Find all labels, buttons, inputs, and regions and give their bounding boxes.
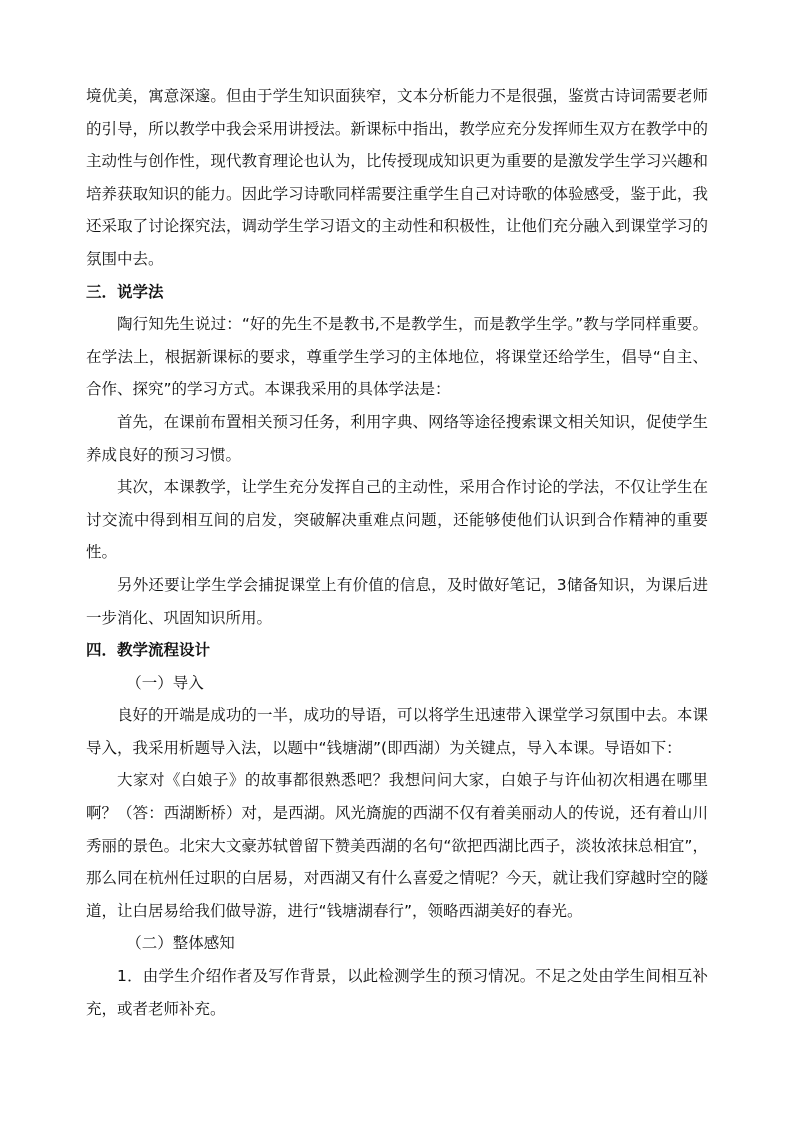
paragraph-tao-xingzhi-quote: 陶行知先生说过：“好的先生不是教书,不是教学生，而是教学生学。”教与学同样重要。在学法上，根据新课标的要求，尊重学生学习的主体地位，将课堂还给学生，倡导“自主、合作、探究”的学习方式。本课我采用的具体学法是： [86,315,708,399]
section-heading-teaching-process: 四．教学流程设计 [86,641,211,660]
list-item-1: 1．由学生介绍作者及写作背景，以此检测学生的预习情况。不足之处由学生间相互补充，或者老师补充。 [86,967,708,1018]
paragraph-second-method: 其次，本课教学，让学生充分发挥自己的主动性，采用合作讨论的学法，不仅让学生在讨交流中得到相互间的启发，突破解决重难点问题，还能够使他们认识到合作精神的重要性。 [86,478,708,562]
subheading-overall-perception: （二）整体感知 [126,934,235,953]
paragraph-teaching-method-continued: 境优美，寓意深邃。但由于学生知识面狭窄，文本分析能力不是很强，鉴赏古诗词需要老师的引导，所以教学中我会采用讲授法。新课标中指出，教学应充分发挥师生双方在教学中的主动性与创作性，现代教育理论也认为，比传授现成知识更为重要的是激发学生学习兴趣和培养获取知识的能力。因此学习诗歌同样需要注重学生自己对诗歌的体验感受，鉴于此，我还采取了讨论探究法，调动学生学习语文的主动性和积极性，让他们充分融入到课堂学习的氛围中去。 [86,87,708,268]
document-page [86,80,708,1025]
paragraph-introduction-method: 良好的开端是成功的一半，成功的导语，可以将学生迅速带入课堂学习氛围中去。本课导入，我采用析题导入法，以题中“钱塘湖”(即西湖）为关键点，导入本课。导语如下： [86,706,708,757]
paragraph-first-method: 首先，在课前布置相关预习任务，利用字典、网络等途径搜索课文相关知识，促使学生养成良好的预习习惯。 [86,412,708,464]
paragraph-introduction-script: 大家对《白娘子》的故事都很熟悉吧？我想问问大家，白娘子与许仙初次相遇在哪里啊？（答：西湖断桥）对，是西湖。风光旖旎的西湖不仅有着美丽动人的传说，还有着山川秀丽的景色。北宋大文豪苏轼曾留下赞美西湖的名句“欲把西湖比西子，淡妆浓抹总相宜”，那么同在杭州任过职的白居易，对西湖又有什么喜爱之情呢？今天，就让我们穿越时空的隧道，让白居易给我们做导游，进行“钱塘湖春行”，领略西湖美好的春光。 [86,771,708,920]
section-heading-learning-methods: 三．说学法 [86,282,164,301]
subheading-introduction: （一）导入 [126,673,204,692]
paragraph-third-method: 另外还要让学生学会捕捉课堂上有价值的信息，及时做好笔记，3储备知识，为课后进一步消化、巩固知识所用。 [86,575,708,627]
